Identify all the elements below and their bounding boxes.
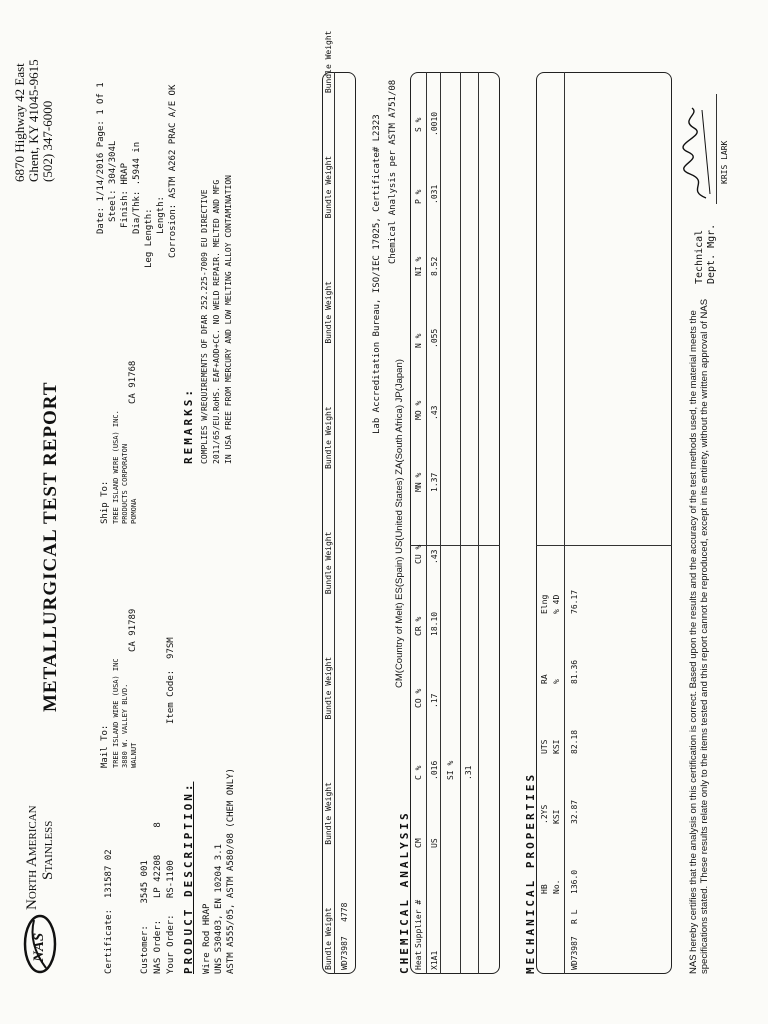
mech-sub-elng: % 4D <box>552 594 561 614</box>
remarks-line-1: COMPLIES W/REQUIREMENTS OF DFAR 252.225-7009 EU DIRECTIVE <box>200 189 209 464</box>
country-of-melt-legend: CM(Country of Melt) ES(Spain) US(United States) ZA(South Africa) JP(Japan) <box>394 359 405 688</box>
nas-order-number: LP 42208 <box>153 854 163 899</box>
mech-col-ra: RA <box>540 674 549 684</box>
mech-elng-value: 76.17 <box>570 589 579 614</box>
nas-logo <box>22 914 58 974</box>
chem-col-ni: NI % <box>414 256 423 276</box>
bundle-header-row: Bundle Weight Bundle Weight Bundle Weight Bundle Weight Bundle Weight Bundle Weight Bundle Weight Bundle Weight <box>324 30 333 970</box>
chem-c-value: .016 <box>430 760 439 780</box>
chem-col-cm: CM <box>414 838 423 848</box>
mail-to-line-1: TREE ISLAND WIRE (USA) INC <box>112 658 120 768</box>
chem-si-value: .31 <box>464 765 473 780</box>
ship-to-line-2: PRODUCTS CORPORATON <box>121 443 129 524</box>
mech-sub-uts: KSI <box>552 739 561 754</box>
ship-to-line-3: POMONA <box>130 498 138 524</box>
customer-number: 3545 001 <box>140 860 150 904</box>
remarks-line-2: 2011/65/EU.RoHS. EAF+AOD+CC. NO WELD REPAIR. MELTED AND MFG <box>212 179 221 464</box>
chem-mn-value: 1.37 <box>430 472 439 492</box>
chem-col-c: C % <box>414 765 423 780</box>
chem-s-value: .0010 <box>430 111 439 136</box>
chem-co-value: .17 <box>430 693 439 708</box>
chem-col-cr: CR % <box>414 616 423 636</box>
chem-n-value: .055 <box>430 328 439 348</box>
mech-col-uts: UTS <box>540 739 549 754</box>
signature-image <box>680 104 714 204</box>
mech-col-elng: Elng <box>540 594 549 614</box>
chem-cr-value: 18.10 <box>430 611 439 636</box>
dia-thk-row: Dia/Thk: .5944 in <box>132 141 142 234</box>
address-line-3: (502) 347-6000 <box>40 100 55 182</box>
finish-row: Finish: HRAP <box>120 162 130 228</box>
ship-to-line-1: TREE ISLAND WIRE (USA) INC. <box>112 410 120 524</box>
chem-cu-value: .43 <box>430 549 439 564</box>
customer-row: Customer: 3545 001 <box>140 860 150 974</box>
chem-col-co: CO % <box>414 688 423 708</box>
date-page-row: Date: 1/14/2016 Page: 1 Of 1 <box>96 82 106 234</box>
your-order-row: Your Order: RS-1100 <box>166 860 176 974</box>
length-row: Length: <box>156 196 166 234</box>
product-description-heading: PRODUCT DESCRIPTION: <box>182 781 195 974</box>
nas-order-row: NAS Order: LP 42208 8 <box>153 822 163 974</box>
chem-ni-value: 8.52 <box>430 256 439 276</box>
lab-accreditation: Lab Accreditation Bureau, ISO/IEC 17025, Certificate# L2323 <box>372 114 382 434</box>
certification-statement: NAS hereby certifies that the analysis on this certification is correct. Based upon the results and the accuracy of the test methods used, the material meets the specifications stated. These results relate only to the items tested and this report cannot be reproduced, except in its entirety, without the written approval of NAS <box>688 298 710 974</box>
your-order-number: RS-1100 <box>166 860 176 899</box>
signature-title-2: Dept. Mgr. <box>706 223 717 284</box>
chem-col-p: P % <box>414 189 423 204</box>
remarks-line-3: IN USA FREE FROM MERCURY AND LOW MELTING ALLOY CONTAMINATION <box>224 175 233 464</box>
product-line-3: ASTM A555/05, ASTM A580/08 (CHEM ONLY) <box>226 768 236 974</box>
chem-cm-value: US <box>430 838 439 848</box>
item-code-row: Item Code: 97SM <box>166 637 176 724</box>
item-code-value: 97SM <box>166 637 176 659</box>
remarks-heading: REMARKS: <box>182 387 195 464</box>
mail-to-line-4: CA 91789 <box>128 608 138 652</box>
mechanical-properties-heading: MECHANICAL PROPERTIES <box>524 771 537 974</box>
chem-col-n: N % <box>414 333 423 348</box>
report-title: METALLURGICAL TEST REPORT <box>40 381 61 712</box>
mech-rl-value: R L <box>570 909 579 924</box>
leg-length-row: Leg Length: <box>144 208 154 268</box>
bundle-row <box>340 903 349 970</box>
chem-col-mn: MN % <box>414 472 423 492</box>
corrosion-row: Corrosion: ASTM A262 PRAC A/E OK <box>168 84 178 258</box>
address-line-2: Ghent, KY 41045-9615 <box>26 59 41 182</box>
mech-id-value: WD73987 <box>570 936 579 970</box>
ship-to-label: Ship To: <box>100 480 110 524</box>
product-line-1: Wire Rod HRAP <box>202 903 212 974</box>
address-line-1: 6870 Highway 42 East <box>12 63 27 182</box>
nas-order-line: 8 <box>153 822 163 828</box>
logo-text: NAS <box>31 932 47 962</box>
bundle-weight: 4778 <box>340 902 349 922</box>
chem-col-cu: CU % <box>414 544 423 564</box>
chem-col-mo: MO % <box>414 400 423 420</box>
bundle-id: WD73987 <box>340 936 349 970</box>
product-line-2: UNS S30403, EN 10204 3.1 <box>214 843 224 974</box>
mail-to-line-2: 3880 W. VALLEY BLVD. <box>121 683 129 768</box>
mech-sub-hb: No. <box>552 879 561 894</box>
mech-col-ys: .2YS <box>540 804 549 824</box>
mech-ra-value: 81.36 <box>570 659 579 684</box>
chemical-analysis-per: Chemical Analysis per ASTM A751/08 <box>388 79 398 264</box>
chem-mo-value: .43 <box>430 405 439 420</box>
mech-ys-value: 32.87 <box>570 799 579 824</box>
mech-sub-ys: KSI <box>552 809 561 824</box>
mechanical-table <box>536 72 672 974</box>
chem-col-heat: Heat <box>414 950 423 970</box>
mail-to-label: Mail To: <box>100 724 110 768</box>
mech-col-hb: HB <box>540 884 549 894</box>
chem-col-s: S % <box>414 117 423 132</box>
company-name-line1: North American <box>24 805 40 910</box>
chem-col-supplier: Supplier # <box>414 899 423 948</box>
chemical-analysis-heading: CHEMICAL ANALYSIS <box>398 810 411 974</box>
mech-hb-value: 136.0 <box>570 869 579 894</box>
certificate-number: 131587 02 <box>104 849 114 899</box>
ship-to-line-4: CA 91768 <box>128 360 138 404</box>
chemical-table <box>410 72 500 974</box>
certificate-row: Certificate: 131587 02 <box>104 849 114 974</box>
steel-row: Steel: 304/304L <box>108 140 118 222</box>
mail-to-line-3: WALNUT <box>130 742 138 768</box>
chem-p-value: .031 <box>430 184 439 204</box>
signature-title-1: Technical <box>694 229 705 284</box>
mech-sub-ra: % <box>552 679 561 684</box>
chem-col-si: SI % <box>446 760 455 780</box>
company-name-line2: Stainless <box>40 820 56 880</box>
chem-heat-value: X1A1 <box>430 950 439 970</box>
signature-name: KRIS LARK <box>720 140 729 184</box>
mech-uts-value: 82.18 <box>570 729 579 754</box>
